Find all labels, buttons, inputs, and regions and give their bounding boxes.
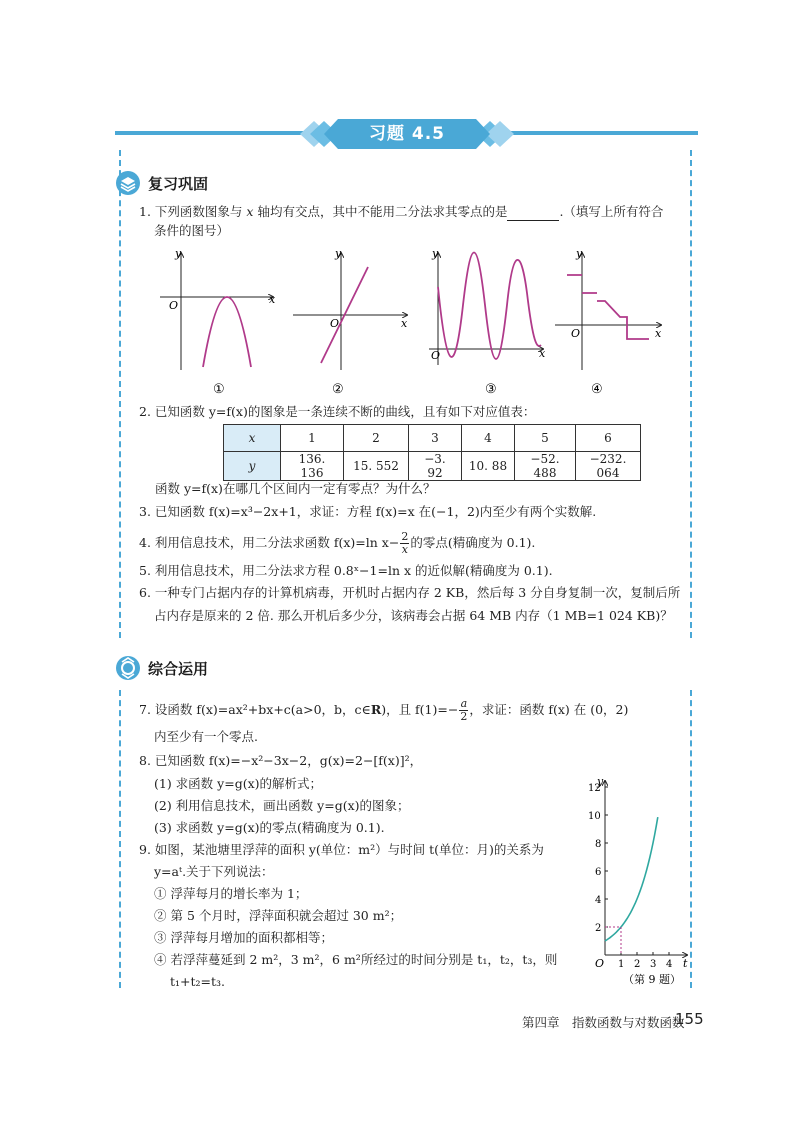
q7-line1: 7. 设函数 f(x)=ax²+bx+c(a>0，b，c∈R)，且 f(1)=− $\frac{a}{2}$ ，求证：函数 f(x) 在 (0，2) (139, 697, 629, 723)
review-section-title: 复习巩固 (148, 175, 209, 193)
exercise-title: 习题 4.5 (368, 124, 446, 144)
footer-chapter: 第四章 指数函数与对数函数 (522, 1015, 685, 1030)
header-rule-left (115, 131, 305, 135)
q9-statement-4: ④ 若浮萍蔓延到 2 m²，3 m²，6 m²所经过的时间分别是 t₁，t₂，t₃，则 (154, 952, 558, 967)
q9-line2: y=aᵗ.关于下列说法： (154, 864, 274, 879)
q8-line1: 8. 已知函数 f(x)=−x²−3x−2，g(x)=2−[f(x)]²， (139, 753, 423, 768)
application-section-title: 综合运用 (148, 660, 209, 678)
graph-2 (293, 247, 408, 397)
svg-text:y: y (576, 247, 583, 260)
graph-label-2: ② (332, 382, 344, 397)
q2-intro: 2. 已知函数 y=f(x)的图象是一条连续不断的曲线，且有如下对应值表： (139, 404, 536, 419)
chart-series-line (605, 817, 658, 941)
q9-statement-3: ③ 浮萍每月增加的面积都相等； (154, 930, 333, 945)
chart-x-label: t (683, 957, 688, 970)
left-border-2 (119, 690, 121, 988)
chart-y-tick-label: 4 (595, 895, 602, 906)
q7-line2: 内至少有一个零点. (154, 729, 258, 744)
svg-text:y: y (175, 247, 182, 260)
graph-label-4: ④ (591, 382, 603, 397)
header-rule-right (510, 131, 698, 135)
q3-text: 3. 已知函数 f(x)=x³−2x+1，求证：方程 f(x)=x 在(−1，2)内至少有两个实数解. (139, 504, 597, 519)
graph-label-3: ③ (485, 382, 497, 397)
svg-text:x: x (655, 327, 662, 340)
chart-y-tick-label: 8 (595, 839, 602, 850)
svg-text:y: y (432, 247, 439, 260)
q9-growth-chart (585, 775, 695, 990)
svg-text:x: x (539, 347, 546, 360)
chart-y-tick-label: 12 (588, 783, 601, 794)
graph-label-1: ① (213, 382, 225, 397)
q1-line2: 条件的图号） (154, 223, 230, 238)
q9-statement-5: t₁+t₂=t₃. (170, 974, 226, 989)
chart-x-tick-label: 2 (634, 959, 641, 970)
q9-statement-2: ② 第 5 个月时，浮萍面积就会超过 30 m²； (154, 908, 403, 923)
q5-text: 5. 利用信息技术，用二分法求方程 0.8ˣ−1=ln x 的近似解(精确度为 0.1). (139, 563, 553, 578)
chart-y-tick-label: 10 (588, 811, 601, 822)
svg-text:O: O (431, 349, 441, 362)
q9-statement-1: ① 浮萍每月的增长率为 1； (154, 886, 308, 901)
svg-text:x: x (269, 293, 276, 306)
q8-sub2: (2) 利用信息技术，画出函数 y=g(x)的图象； (154, 798, 410, 813)
q4-text: 4. 利用信息技术，用二分法求函数 f(x)=ln x− $\frac{2}{x}$ 的零点(精确度为 0.1). (139, 530, 536, 556)
chart-x-tick-label: 3 (650, 959, 657, 970)
right-border (690, 150, 692, 638)
svg-text:O: O (571, 327, 581, 340)
graph-1 (160, 247, 276, 397)
q1-line1: 1. 下列函数图象与 x 轴均有交点，其中不能用二分法求其零点的是 .（填写上所有符合 (139, 204, 664, 219)
table-row-y: y 136. 136 15. 552 −3. 92 10. 88 −52. 488 −232. 064 (224, 452, 641, 481)
chart-x-tick-label: 1 (618, 959, 625, 970)
chart-origin-label: O (595, 957, 605, 970)
application-section-icon (115, 655, 141, 681)
q1-graphs (155, 245, 675, 405)
chart-y-tick-label: 6 (595, 867, 602, 878)
chart-y-label: y (597, 775, 604, 788)
chart-caption: （第 9 题） (623, 973, 681, 986)
left-border (119, 150, 121, 638)
svg-text:y: y (335, 247, 342, 260)
q2-value-table (223, 424, 641, 481)
chart-y-tick-label: 2 (595, 923, 602, 934)
page-number: 155 (675, 1010, 704, 1028)
svg-text:O: O (169, 299, 179, 312)
chart-x-tick-label: 4 (666, 959, 673, 970)
q9-line1: 9. 如图，某池塘里浮萍的面积 y(单位：m²）与时间 t(单位：月)的关系为 (139, 842, 544, 857)
q8-sub3: (3) 求函数 y=g(x)的零点(精确度为 0.1). (154, 820, 385, 835)
graph-4 (555, 247, 662, 397)
graph-3 (429, 247, 546, 397)
svg-text:x: x (401, 317, 408, 330)
review-section-icon (115, 170, 141, 196)
svg-text:O: O (330, 317, 340, 330)
q6-line1: 6. 一种专门占据内存的计算机病毒，开机时占据内存 2 KB，然后每 3 分自身复制一次，复制后所 (139, 585, 681, 600)
table-row-x: x 1 2 3 4 5 6 (224, 425, 641, 452)
q2-question: 函数 y=f(x)在哪几个区间内一定有零点？为什么？ (155, 481, 436, 496)
q6-line2: 占内存是原来的 2 倍. 那么开机后多少分，该病毒会占据 64 MB 内存（1 MB=1 024 KB)？ (154, 608, 673, 623)
q8-sub1: (1) 求函数 y=g(x)的解析式； (154, 776, 322, 791)
